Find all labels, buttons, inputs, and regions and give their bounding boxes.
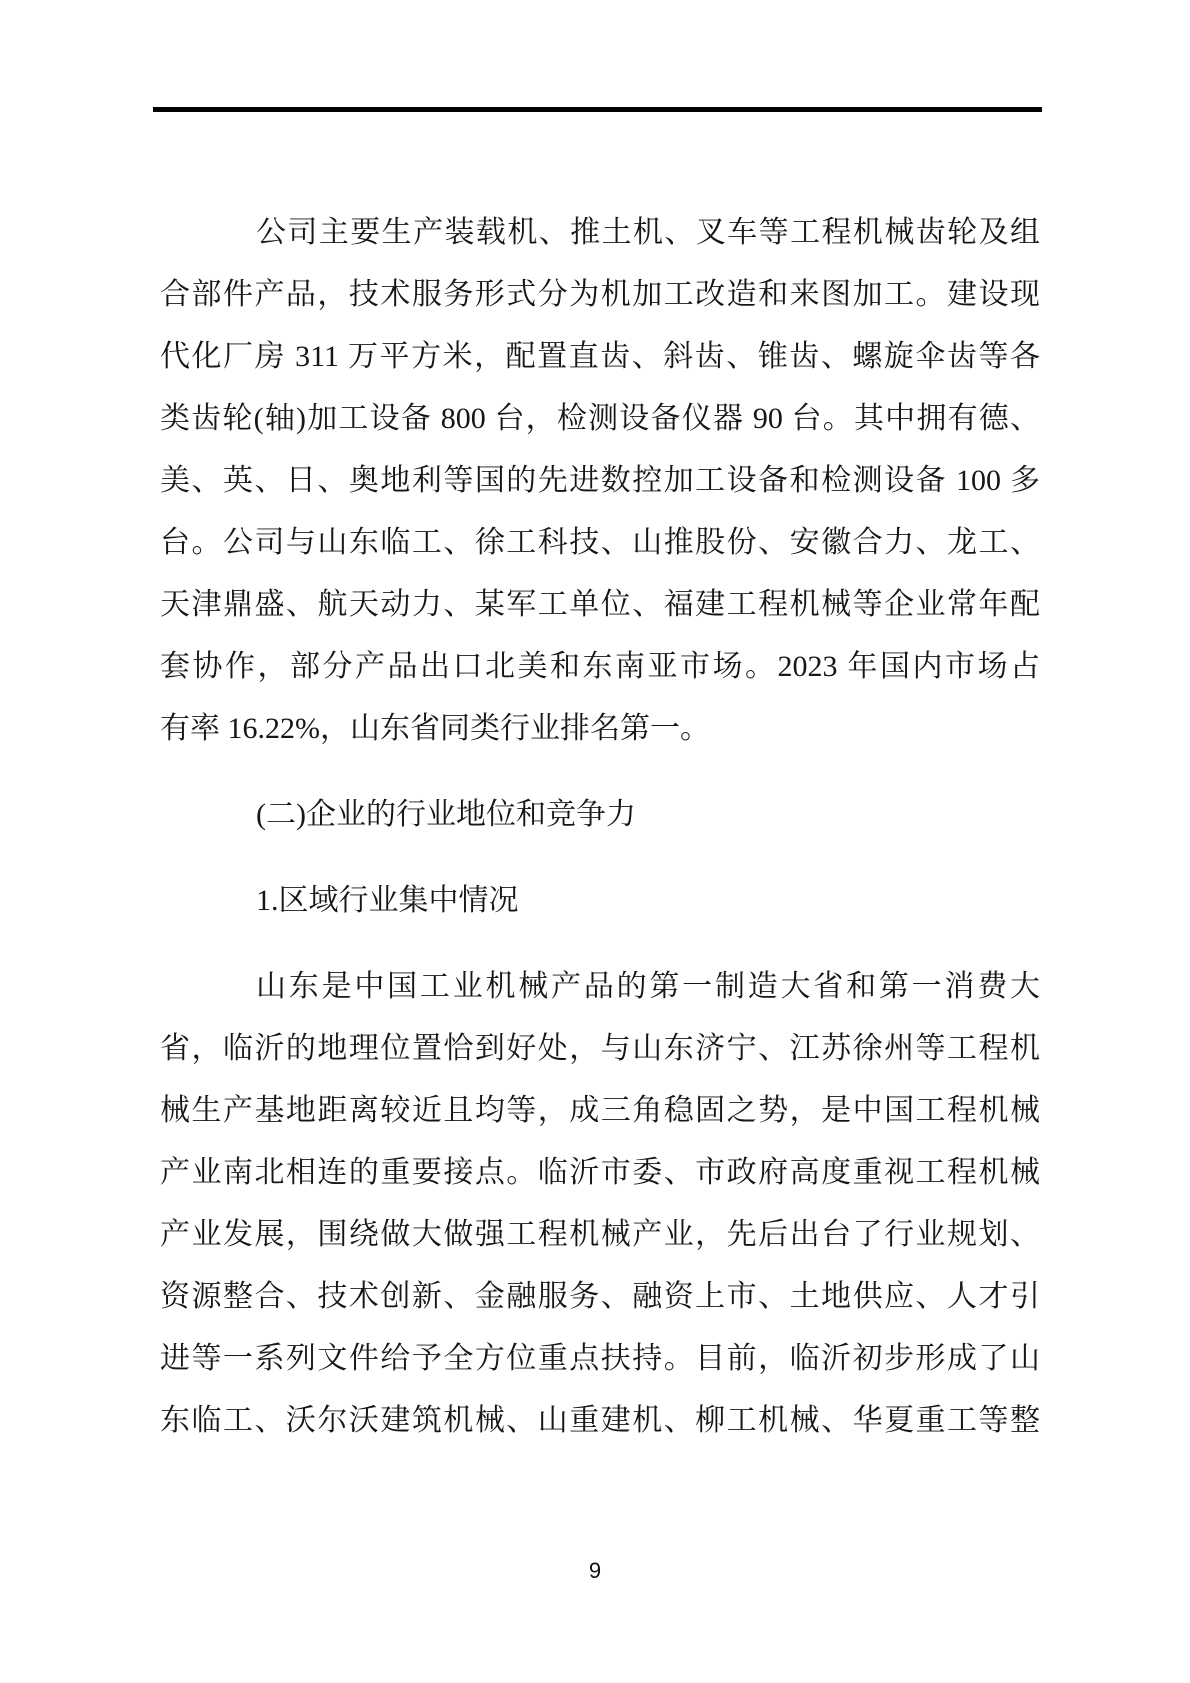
text-line: 资源整合、技术创新、金融服务、融资上市、土地供应、人才引 xyxy=(160,1280,1040,1313)
text-line: 省，临沂的地理位置恰到好处，与山东济宁、江苏徐州等工程机 xyxy=(160,1032,1040,1065)
text-line: 台。公司与山东临工、徐工科技、山推股份、安徽合力、龙工、 xyxy=(160,526,1040,559)
text-line: 天津鼎盛、航天动力、某军工单位、福建工程机械等企业常年配 xyxy=(160,588,1040,621)
text-line: 类齿轮(轴)加工设备 800 台，检测设备仪器 90 台。其中拥有德、 xyxy=(160,402,1040,435)
text-line: 公司主要生产装载机、推土机、叉车等工程机械齿轮及组 xyxy=(256,216,1040,249)
text-line: 套协作，部分产品出口北美和东南亚市场。2023 年国内市场占 xyxy=(160,650,1040,683)
section-heading xyxy=(160,870,1040,932)
text-line: 产业南北相连的重要接点。临沂市委、市政府高度重视工程机械 xyxy=(160,1156,1040,1189)
text-line: 有率 16.22%，山东省同类行业排名第一。 xyxy=(160,712,710,745)
header-rule xyxy=(153,107,1042,112)
text-line: 产业发展，围绕做大做强工程机械产业，先后出台了行业规划、 xyxy=(160,1218,1040,1251)
text-line: 代化厂房 311 万平方米，配置直齿、斜齿、锥齿、螺旋伞齿等各 xyxy=(160,340,1040,373)
text-line: (二)企业的行业地位和竞争力 xyxy=(256,798,636,831)
text-line: 合部件产品，技术服务形式分为机加工改造和来图加工。建设现 xyxy=(160,278,1040,311)
text-line: 1.区域行业集中情况 xyxy=(256,884,519,917)
text-line: 美、英、日、奥地利等国的先进数控加工设备和检测设备 100 多 xyxy=(160,464,1040,497)
section-heading xyxy=(160,784,1040,846)
page-footer xyxy=(0,1558,1190,1584)
text-line: 东临工、沃尔沃建筑机械、山重建机、柳工机械、华夏重工等整 xyxy=(160,1404,1040,1437)
body-paragraph xyxy=(160,202,1040,760)
text-line: 进等一系列文件给予全方位重点扶持。目前，临沂初步形成了山 xyxy=(160,1342,1040,1375)
body-paragraph xyxy=(160,956,1040,1452)
text-line: 山东是中国工业机械产品的第一制造大省和第一消费大 xyxy=(256,970,1040,1003)
document-content xyxy=(160,202,1040,1452)
page-number: 9 xyxy=(588,1558,602,1583)
text-line: 械生产基地距离较近且均等，成三角稳固之势，是中国工程机械 xyxy=(160,1094,1040,1127)
